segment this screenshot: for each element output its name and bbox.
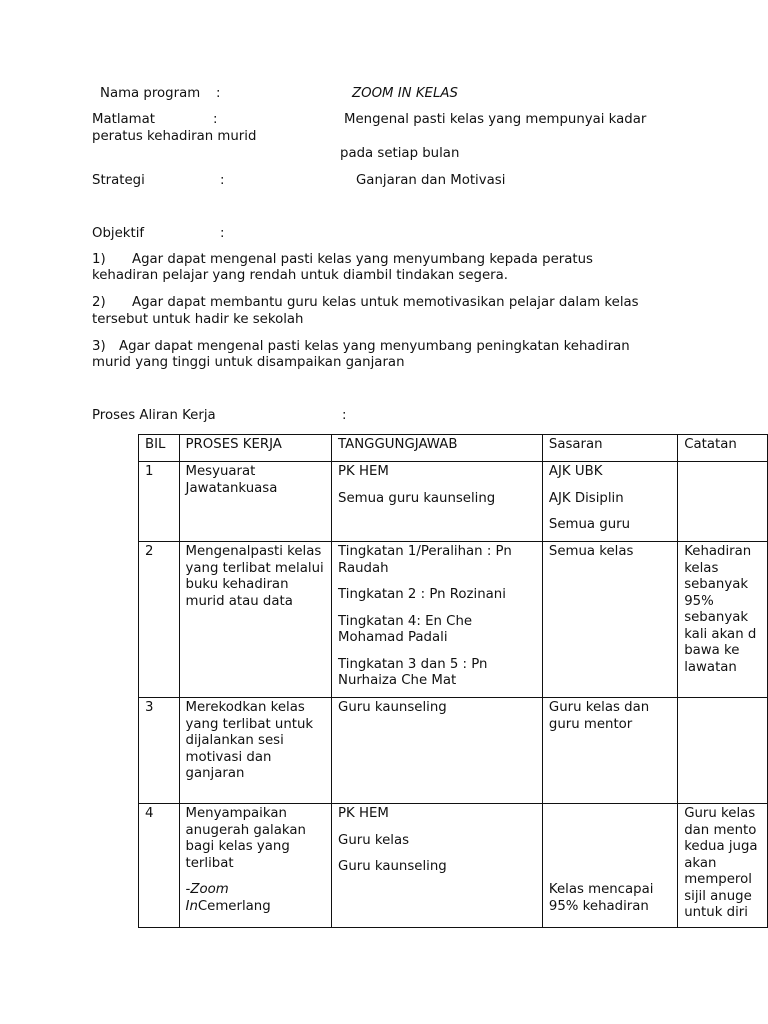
nama-program-colon: : [216, 86, 221, 101]
cell-bil: 4 [139, 804, 180, 928]
cell-line: AJK Disiplin [548, 490, 624, 506]
matlamat-value-line3: pada setiap bulan [340, 146, 460, 161]
header-catatan: Catatan [678, 435, 768, 462]
cell-line: untuk diri [684, 905, 748, 920]
cell-line: Guru kaunseling [338, 859, 447, 874]
objektif-item-2-line1: Agar dapat membantu guru kelas untuk memotivasikan pelajar dalam kelas [132, 295, 639, 310]
cell-proses: Merekodkan kelas yang terlibat untuk dijalankan sesi motivasi dan ganjaran [179, 698, 332, 804]
cell-line: AJK UBK [548, 464, 603, 479]
cell-line: Tingkatan 2 : Pn Rozinani [338, 587, 506, 602]
cell-line: 95% [684, 593, 714, 609]
cell-line: Semua guru [548, 517, 631, 532]
cell-line: kali akan d [684, 626, 757, 642]
header-bil: BIL [139, 435, 180, 462]
table-row [139, 804, 768, 928]
cell-catatan [678, 542, 768, 698]
objektif-item-1-line1: Agar dapat mengenal pasti kelas yang menyumbang kepada peratus [132, 252, 593, 267]
strategi-value: Ganjaran dan Motivasi [356, 173, 506, 188]
matlamat-colon: : [213, 112, 218, 127]
cell-proses [179, 804, 332, 928]
cell-bil: 3 [139, 698, 180, 804]
header-proses-kerja: PROSES KERJA [179, 435, 332, 462]
in-label: In [185, 898, 198, 914]
header-tanggungjawab: TANGGUNGJAWAB [332, 435, 543, 462]
matlamat-value-line2: peratus kehadiran murid [92, 129, 257, 144]
table-row [139, 462, 768, 542]
cell-tanggungjawab [332, 542, 543, 698]
objektif-item-2-line2: tersebut untuk hadir ke sekolah [92, 312, 304, 327]
objektif-colon: : [220, 226, 225, 241]
cell-proses: Mesyuarat Jawatankuasa [179, 462, 332, 542]
cemerlang-label: Cemerlang [197, 898, 271, 914]
cell-line: sebanyak [684, 610, 749, 625]
nama-program-value: ZOOM IN KELAS [352, 86, 458, 101]
cell-tanggungjawab: Guru kaunseling [332, 698, 543, 804]
cell-proses: Mengenalpasti kelas yang terlibat melalui buku kehadiran murid atau data [179, 542, 332, 698]
cell-line: Guru kelas [684, 806, 756, 821]
cell-line: Tingkatan 3 dan 5 : Pn Nurhaiza Che Mat [338, 656, 488, 688]
cell-line: Kelas mencapai 95% kehadiran [548, 882, 654, 914]
cell-line: sijil anuge [684, 888, 752, 904]
cell-line: Semua guru kaunseling [338, 490, 496, 506]
proses-label: Proses Aliran Kerja [92, 408, 216, 423]
table-row [139, 542, 768, 698]
cell-tanggungjawab [332, 462, 543, 542]
table-row [139, 698, 768, 804]
cell-line: Tingkatan 4: En Che Mohamad Padali [338, 613, 473, 645]
objektif-label: Objektif [92, 226, 145, 241]
cell-line: Tingkatan 1/Peralihan : Pn Raudah [338, 544, 512, 576]
cell-line: akan [684, 855, 717, 871]
cell-line: kelas [684, 560, 719, 576]
cell-line: Guru kelas [338, 832, 410, 848]
table-header-row [139, 435, 768, 462]
objektif-item-3-line2: murid yang tinggi untuk disampaikan ganjaran [92, 355, 405, 370]
objektif-item-1-line2: kehadiran pelajar yang rendah untuk diambil tindakan segera. [92, 268, 509, 283]
cell-sasaran: Semua kelas [542, 542, 677, 698]
objektif-item-1-num: 1) [92, 252, 106, 267]
cell-catatan [678, 804, 768, 928]
cell-sasaran: Guru kelas dan guru mentor [542, 698, 677, 804]
matlamat-label: Matlamat [92, 112, 155, 127]
cell-tanggungjawab [332, 804, 543, 928]
objektif-item-2-num: 2) [92, 295, 106, 310]
cell-line: lawatan [684, 659, 737, 675]
objektif-item-3-line1: Agar dapat mengenal pasti kelas yang menyumbang peningkatan kehadiran [119, 339, 630, 354]
cell-line: memperol [684, 872, 752, 887]
cell-bil: 1 [139, 462, 180, 542]
cell-sub [186, 882, 326, 915]
strategi-colon: : [220, 173, 225, 188]
proses-colon: : [342, 408, 347, 423]
objektif-item-3-num: 3) [92, 339, 106, 354]
cell-bil: 2 [139, 542, 180, 698]
nama-program-label: Nama program [100, 86, 201, 101]
cell-sasaran [542, 804, 677, 928]
cell-line: Menyampaikan anugerah galakan bagi kelas yang terlibat [185, 806, 306, 871]
cell-line: PK HEM [338, 464, 389, 479]
cell-line: bawa ke [684, 643, 740, 658]
header-sasaran: Sasaran [542, 435, 677, 462]
strategi-label: Strategi [92, 173, 145, 188]
zoom-label: -Zoom [185, 882, 229, 897]
cell-line: Kehadiran [684, 544, 752, 559]
process-table [138, 434, 768, 928]
cell-catatan [678, 462, 768, 542]
matlamat-value-line1: Mengenal pasti kelas yang mempunyai kadar [344, 112, 647, 127]
cell-sasaran [542, 462, 677, 542]
cell-catatan [678, 698, 768, 804]
cell-line: sebanyak [684, 577, 749, 592]
cell-line: kedua juga [684, 839, 758, 854]
cell-line: dan mento [684, 822, 757, 838]
cell-line: PK HEM [338, 806, 389, 821]
